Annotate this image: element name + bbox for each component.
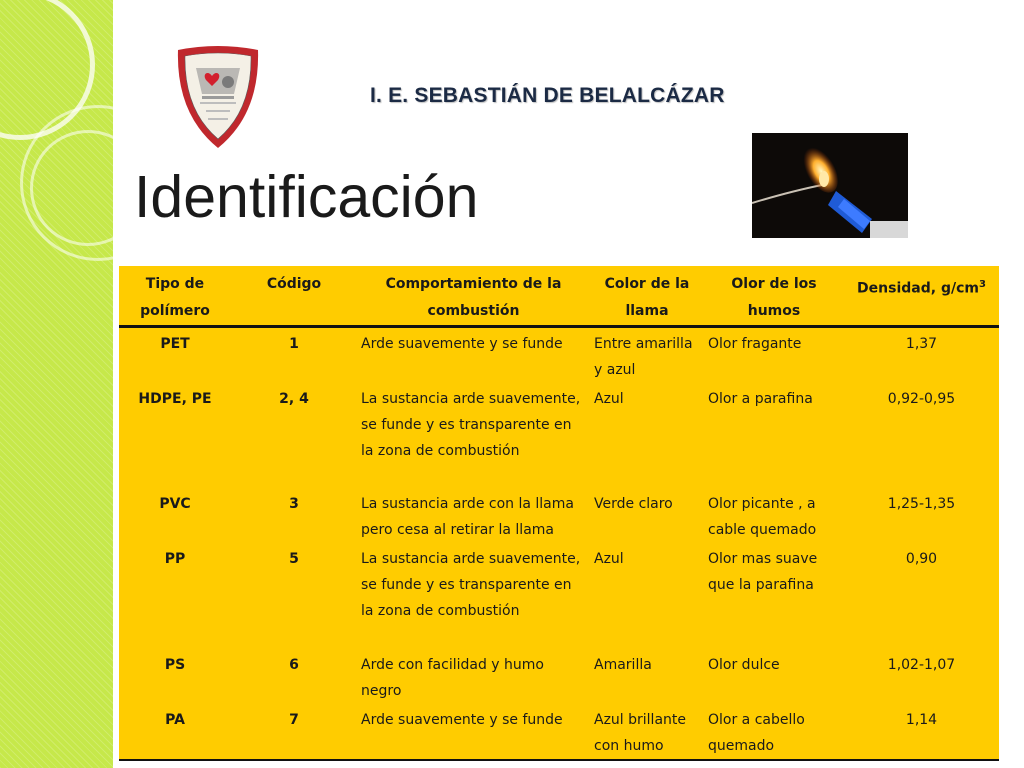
table-row [119,649,999,704]
cell-comportamiento: Arde con facilidad y humo negro [361,657,544,699]
cell-olor: Olor mas suave que la parafina [708,551,818,593]
header-tipo: Tipo de polímero [119,266,231,327]
cell-color: Azul [594,391,624,407]
cell-densidad: 0,90 [905,551,938,567]
cell-comportamiento: La sustancia arde suavemente, se funde y es transparente en la zona de combustión [361,391,581,459]
header-densidad [844,266,999,327]
cell-comportamiento: Arde suavemente y se funde [357,704,590,760]
cell-tipo: PVC [159,496,191,512]
cell-color: Amarilla [594,657,652,673]
cell-olor: Olor dulce [708,657,780,673]
cell-codigo: 6 [289,657,299,673]
table-row [119,488,999,543]
cell-tipo: HDPE, PE [138,391,212,407]
cell-codigo: 2, 4 [279,391,309,407]
header-densidad-text: Densidad, g/cm [857,280,979,297]
cell-densidad: 0,92-0,95 [887,391,956,407]
polymer-identification-table [119,266,999,761]
school-crest-logo [172,44,264,152]
cell-tipo: PA [119,704,231,760]
cell-densidad: 1,37 [905,336,938,352]
cell-densidad: 1,25-1,35 [887,496,956,512]
table-header-row [119,266,999,327]
flame-torch-photo [752,133,908,238]
header-olor: Olor de los humos [704,266,844,327]
header-codigo: Código [231,266,357,327]
cell-tipo: PET [160,336,190,352]
cell-color: Azul [594,551,624,567]
cell-olor: Olor a parafina [708,391,813,407]
cell-tipo: PS [164,657,186,673]
slide-title: Identificación [134,164,479,230]
school-name: I. E. SEBASTIÁN DE BELALCÁZAR [370,84,725,107]
table-row [119,543,999,649]
decorative-sidebar [0,0,113,768]
header-color: Color de la llama [590,266,704,327]
cell-codigo: 3 [289,496,299,512]
cell-densidad: 1,02-1,07 [887,657,956,673]
cell-codigo: 1 [289,336,299,352]
cell-codigo: 7 [231,704,357,760]
cell-densidad: 1,14 [844,704,999,760]
cell-color: Entre amarilla y azul [594,336,693,378]
table-row [119,383,999,488]
table-row [119,704,999,760]
cell-olor: Olor fragante [708,336,802,352]
cell-color: Verde claro [594,496,673,512]
cell-comportamiento: La sustancia arde con la llama pero cesa al retirar la llama [361,496,574,538]
table-row [119,327,999,384]
header-comportamiento: Comportamiento de la combustión [357,266,590,327]
header-densidad-exponent: 3 [978,279,986,290]
cell-codigo: 5 [289,551,299,567]
cell-comportamiento: Arde suavemente y se funde [361,336,563,352]
cell-color: Azul brillante con humo [590,704,704,760]
cell-olor: Olor picante , a cable quemado [708,496,817,538]
cell-olor: Olor a cabello quemado [704,704,844,760]
cell-tipo: PP [164,551,186,567]
cell-comportamiento: La sustancia arde suavemente, se funde y es transparente en la zona de combustión [361,551,581,619]
